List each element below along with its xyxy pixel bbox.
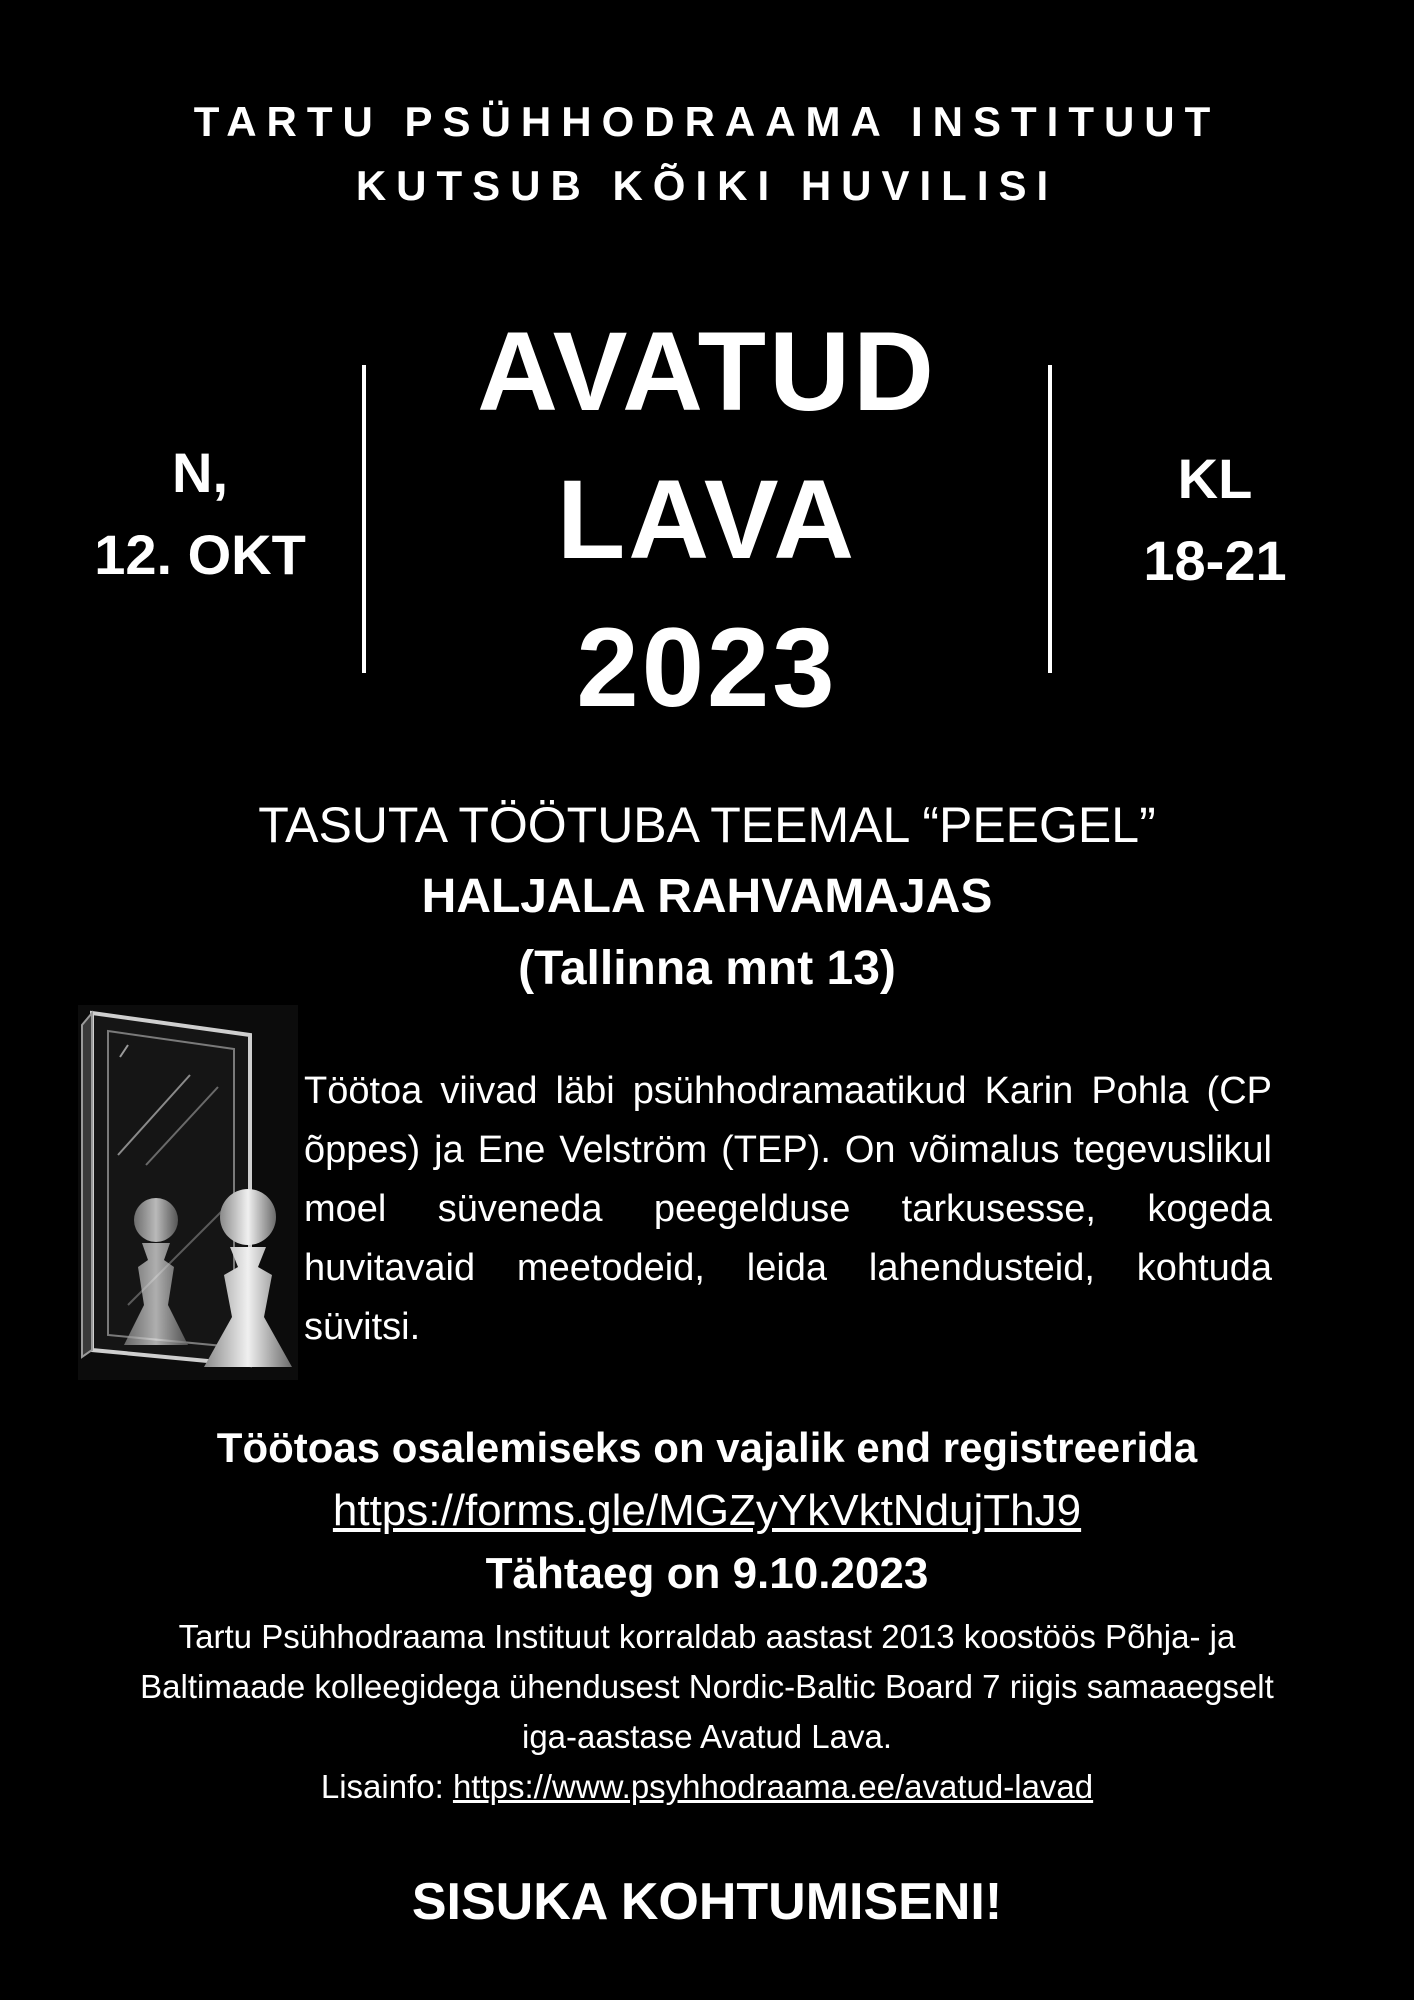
registration-text: Töötoas osalemiseks on vajalik end registreerida: [216, 1424, 1198, 1471]
workshop-venue: HALJALA RAHVAMAJAS: [421, 870, 993, 923]
info-more: [130, 1762, 1284, 1812]
event-date-day: 12. OKT: [94, 523, 306, 586]
event-time: [1090, 438, 1340, 602]
event-time-range: 18-21: [1143, 529, 1287, 592]
event-title: [370, 298, 1044, 742]
organizer-heading: [0, 90, 1414, 218]
info-text: Tartu Psühhodraama Instituut korraldab aastast 2013 koostöös Põhja- ja Baltimaade kolleegidega ühendusest Nordic-Baltic Board 7 riigis samaaegselt iga-aastase Avatud Lava.: [140, 1618, 1274, 1755]
left-divider: [362, 365, 366, 673]
info-more-label: Lisainfo:: [320, 1768, 453, 1805]
event-title-line-2: LAVA: [556, 457, 858, 582]
workshop-topic: TASUTA TÖÖTUBA TEEMAL “PEEGEL”: [258, 797, 1156, 853]
organizer-line-2: KUTSUB KÕIKI HUVILISI: [355, 162, 1059, 209]
event-title-line-3: 2023: [576, 605, 838, 730]
closing-message: SISUKA KOHTUMISENI!: [411, 1873, 1003, 1931]
mirror-pawn-illustration: [78, 1005, 298, 1380]
info-more-link[interactable]: https://www.psyhhodraama.ee/avatud-lavad: [452, 1768, 1094, 1805]
event-date: [60, 432, 340, 596]
registration-deadline: Tähtaeg on 9.10.2023: [485, 1549, 929, 1598]
info-paragraph: [130, 1612, 1284, 1812]
event-date-weekday: N,: [172, 441, 228, 504]
right-divider: [1048, 365, 1052, 673]
workshop-address: (Tallinna mnt 13): [518, 942, 896, 995]
organizer-line-1: TARTU PSÜHHODRAAMA INSTITUUT: [193, 98, 1221, 145]
workshop-description: Töötoa viivad läbi psühhodramaatikud Karin Pohla (CP õppes) ja Ene Velström (TEP). On võimalus tegevuslikul moel süveneda peegelduse tarkusesse, kogeda huvitavaid meetodeid, leida lahendusteid, kohtuda süvitsi.: [304, 1070, 1272, 1348]
registration-link[interactable]: https://forms.gle/MGZyYkVktNdujThJ9: [332, 1486, 1082, 1535]
event-title-line-1: AVATUD: [477, 309, 937, 434]
event-time-label: KL: [1177, 447, 1253, 510]
